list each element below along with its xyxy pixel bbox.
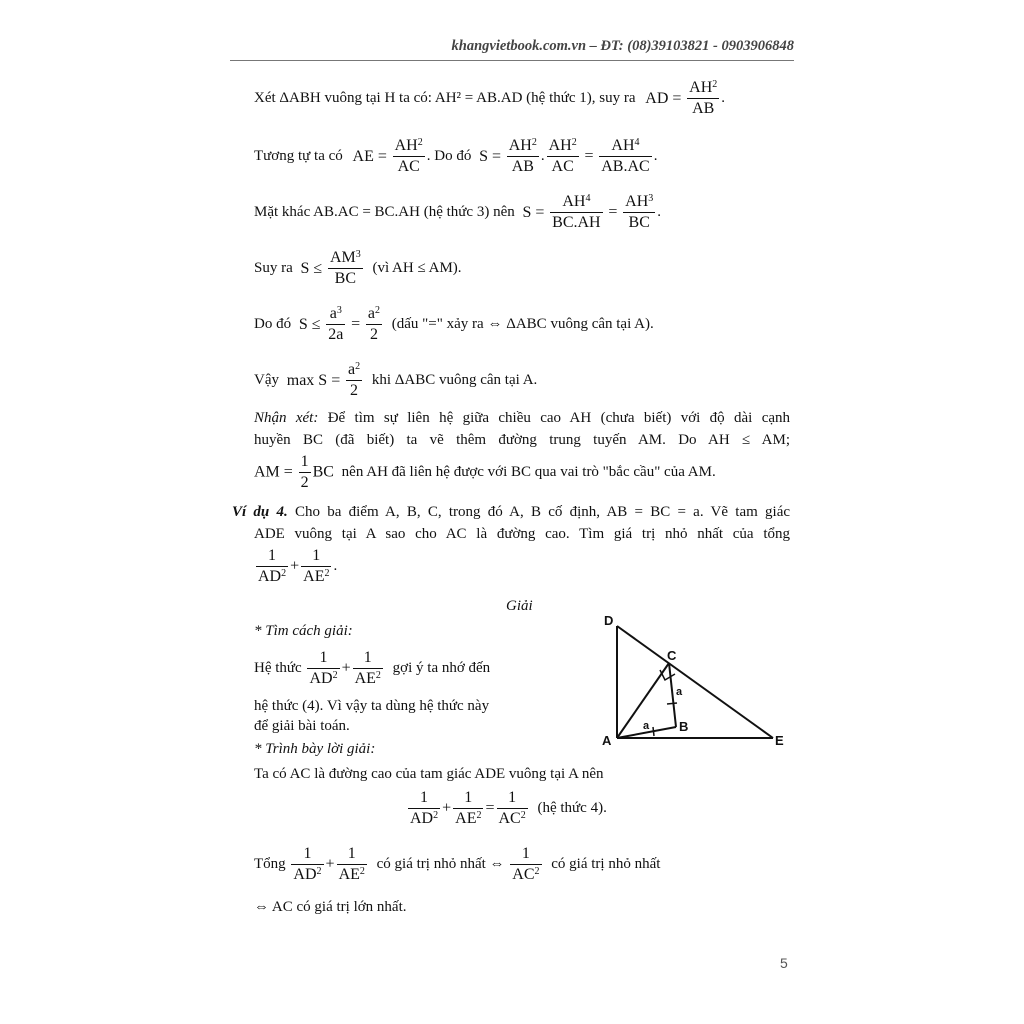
p4-c: (vì AH ≤ AM).: [372, 260, 462, 276]
hint-line-1: [254, 648, 490, 689]
p2-frac-3: [547, 136, 579, 177]
p5-pw2: 2: [375, 305, 381, 316]
tick-AB: [653, 727, 654, 736]
eq-frac-3: [497, 788, 528, 829]
geometry-figure: [595, 608, 800, 753]
segment-DE: [617, 626, 773, 738]
present-label: * Trình bày lời giải:: [254, 741, 376, 757]
example-4-line-2: ADE vuông tại A sao cho AC là đường cao. Tìm giá trị nhỏ nhất của tổng: [254, 526, 790, 542]
sum-b: có giá trị nhỏ nhất ⇔: [376, 856, 505, 872]
tick-BC: [667, 703, 677, 704]
hint-d1: AD: [309, 670, 333, 687]
hint-n2: 1: [363, 649, 372, 666]
sum-pw1: 2: [316, 866, 322, 877]
ex4-d1: AD: [258, 568, 282, 585]
note-bc: BC: [312, 463, 334, 481]
sum-n3: 1: [521, 845, 530, 862]
p2-pw-a: 2: [417, 137, 423, 148]
note-label: Nhận xét:: [254, 410, 319, 426]
p3-pw4: 4: [585, 193, 591, 204]
eq-equals: =: [485, 799, 495, 817]
p3-frac-1: [550, 192, 602, 233]
p6-den: 2: [350, 382, 359, 399]
p2-frac-2: [507, 136, 539, 177]
p2-d2: AB: [511, 158, 534, 175]
ex4-n1: 1: [268, 547, 277, 564]
p3-tail: .: [657, 204, 661, 220]
p5-d2: 2: [369, 326, 378, 343]
sum-frac-1: [291, 844, 323, 885]
ex4-frac-2: [301, 546, 331, 587]
p2-a: Tương tự ta có: [254, 148, 343, 164]
p2-n2: AH: [508, 137, 532, 154]
p6-b: max S =: [286, 371, 341, 389]
p2-pw-d: 4: [634, 137, 640, 148]
ex4-plus: +: [290, 557, 300, 575]
label-A: A: [602, 733, 612, 748]
p2-tail: .: [653, 148, 658, 164]
p2-d3: AC: [551, 158, 574, 175]
sum-pw2: 2: [359, 866, 365, 877]
eq-d3: AC: [498, 810, 521, 827]
eq-plus: +: [442, 799, 452, 817]
example-4-expression: [254, 546, 337, 587]
ex4-n2: 1: [312, 547, 321, 564]
p2-n4: AH: [611, 137, 635, 154]
p1-num: AH: [689, 79, 713, 96]
p4-b: S ≤: [300, 259, 323, 277]
eq-pw1: 2: [433, 810, 439, 821]
p5-frac-2: [366, 304, 382, 345]
p5-pw3: 3: [336, 305, 342, 316]
p5-n2: a: [367, 305, 376, 322]
p1-lhs: AD =: [645, 89, 682, 107]
label-D: D: [604, 613, 614, 628]
hint-d2: AE: [354, 670, 376, 687]
note-line-1: [254, 410, 790, 427]
p6-c: khi ΔABC vuông cân tại A.: [371, 372, 538, 388]
hint-frac-1: [307, 648, 339, 689]
eq-frac-1: [408, 788, 440, 829]
sum-d1: AD: [293, 866, 317, 883]
eq-pw2: 2: [476, 810, 482, 821]
eq-n2: 1: [464, 789, 473, 806]
eq-n1: 1: [420, 789, 429, 806]
note-num: 1: [300, 453, 309, 470]
p1-pow: 2: [712, 79, 718, 90]
p3-d2: BC: [628, 214, 650, 231]
ex4-frac-1: [256, 546, 288, 587]
solution-title: Giải: [506, 598, 533, 614]
p5-frac-1: [326, 304, 345, 345]
paragraph-1: [254, 78, 725, 119]
paragraph-3: Mặt khác AB.AC = BC.AH (hệ thức 3) nên S = $\frac{AH^4}{BC.AH}$ = $\frac{AH^3}{BC}$ .: [254, 193, 661, 231]
sum-frac-2: [337, 844, 367, 885]
eq-frac-2: [453, 788, 483, 829]
p2-c: . Do đó: [426, 148, 472, 164]
sum-d3: AC: [512, 866, 535, 883]
p2-pw-b: 2: [531, 137, 537, 148]
p2-n3: AH: [548, 137, 572, 154]
p3-pw3: 3: [648, 193, 654, 204]
paragraph-4: [254, 248, 462, 289]
note-line-2: huyền BC (đã biết) ta vẽ thêm đường trung tuyến AM. Do AH ≤ AM;: [254, 432, 790, 448]
note-frac: [299, 452, 311, 493]
note-l1: Để tìm sự liên hệ giữa chiều cao AH (chưa biết) với độ dài cạnh: [327, 410, 791, 426]
eq-n3: 1: [508, 789, 517, 806]
ex4-d2: AE: [303, 568, 325, 585]
p1-fraction: [687, 78, 719, 119]
p2-n1: AH: [394, 137, 418, 154]
example-4-label: Ví dụ 4.: [232, 504, 288, 520]
p2-frac-1: [393, 136, 425, 177]
p2-d1: AC: [397, 158, 420, 175]
paragraph-2: Tương tự ta có AE = $\frac{AH^2}{AC}$ . Do đó S = $\frac{AH^2}{AB}$ . $\frac{AH^2}{AC}$ = $\frac{AH^4}{AB.AC}$ .: [254, 137, 658, 175]
p1-tail: .: [721, 90, 726, 106]
p5-n1: a: [329, 305, 337, 322]
p5-b: S ≤: [298, 315, 321, 333]
example-4-line-1: [232, 504, 790, 521]
p5-d1: 2a: [328, 326, 344, 343]
label-a-bc: a: [676, 686, 683, 698]
final-line: ⇔ AC có giá trị lớn nhất.: [254, 899, 407, 915]
hint-label: * Tìm cách giải:: [254, 623, 353, 639]
sum-n1: 1: [303, 845, 312, 862]
p5-c: (dấu "=" xảy ra ⇔ ΔABC vuông cân tại A).: [391, 316, 654, 332]
eq-d2: AE: [455, 810, 477, 827]
p4-a: Suy ra: [254, 260, 293, 276]
page-header: khangvietbook.com.vn – ĐT: (08)39103821 - 0903906848: [451, 38, 794, 54]
sum-line: [254, 844, 660, 885]
hint-pw1: 2: [332, 670, 338, 681]
eq-pw3: 2: [520, 810, 526, 821]
eq-tail: (hệ thức 4).: [537, 800, 607, 816]
p3-n1: AH: [562, 193, 586, 210]
sum-c: có giá trị nhỏ nhất: [551, 856, 661, 872]
hint-line-3: để giải bài toán.: [254, 718, 350, 734]
ex4-tail: .: [333, 558, 338, 574]
p6-num: a: [347, 361, 356, 378]
hint-n1: 1: [319, 649, 328, 666]
page-number: 5: [780, 955, 788, 971]
p3-a: Mặt khác AB.AC = BC.AH (hệ thức 3) nên: [254, 204, 515, 220]
note-den: 2: [300, 474, 309, 491]
paragraph-5: Do đó S ≤ $\frac{a^3}{2a}$ = $\frac{a^2}{2}$ (dấu "=" xảy ra ⇔ ΔABC vuông cân tại A).: [254, 305, 654, 343]
hint-pw2: 2: [375, 670, 381, 681]
ex4-pw2: 2: [324, 568, 330, 579]
p3-d1: BC.AH: [552, 214, 601, 231]
p4-den: BC: [334, 270, 356, 287]
p3-frac-2: [623, 192, 655, 233]
hint-a: Hệ thức: [254, 660, 302, 676]
note-l3: nên AH đã liên hệ được với BC qua vai trò "bắc cầu" của AM.: [341, 464, 716, 480]
hint-plus: +: [341, 659, 351, 677]
sum-plus: +: [325, 855, 335, 873]
note-eq: AM =: [254, 463, 293, 481]
label-C: C: [667, 648, 677, 663]
label-B: B: [679, 719, 689, 734]
p6-pw: 2: [355, 361, 361, 372]
p6-frac: [346, 360, 362, 401]
label-a-ab: a: [643, 720, 650, 732]
example-4-l1: Cho ba điểm A, B, C, trong đó A, B cố định, AB = BC = a. Vẽ tam giác: [295, 504, 791, 520]
sum-pw3: 2: [534, 866, 540, 877]
present-line-1: Ta có AC là đường cao của tam giác ADE vuông tại A nên: [254, 766, 604, 782]
sum-frac-3: [510, 844, 541, 885]
note-line-3: [254, 452, 716, 493]
header-rule: [230, 60, 794, 61]
paragraph-6: [254, 360, 537, 401]
ex4-pw1: 2: [281, 568, 287, 579]
p5-a: Do đó: [254, 316, 292, 332]
p1-text: Xét ΔABH vuông tại H ta có: AH² = AB.AD (hệ thức 1), suy ra: [254, 90, 636, 106]
sum-a: Tổng: [254, 856, 286, 872]
hint-line-2: hệ thức (4). Vì vậy ta dùng hệ thức này: [254, 698, 490, 714]
p4-frac: [328, 248, 363, 289]
segment-BC: [669, 663, 676, 727]
p3-b: S =: [522, 203, 545, 221]
p2-d4: AB.AC: [601, 158, 650, 175]
p6-a: Vậy: [254, 372, 279, 388]
hint-frac-2: [353, 648, 383, 689]
eq-d1: AD: [410, 810, 434, 827]
p2-d: S =: [479, 147, 501, 165]
p4-num: AM: [329, 249, 356, 266]
main-equation: [406, 788, 607, 829]
hint-b: gợi ý ta nhớ đến: [392, 660, 491, 676]
p4-pw: 3: [355, 249, 361, 260]
p3-n2: AH: [625, 193, 649, 210]
label-E: E: [775, 733, 784, 748]
p2-b: AE =: [352, 147, 387, 165]
sum-n2: 1: [347, 845, 356, 862]
p2-pw-c: 2: [571, 137, 577, 148]
sum-d2: AE: [338, 866, 360, 883]
p1-den: AB: [692, 100, 715, 117]
p2-frac-4: [599, 136, 651, 177]
